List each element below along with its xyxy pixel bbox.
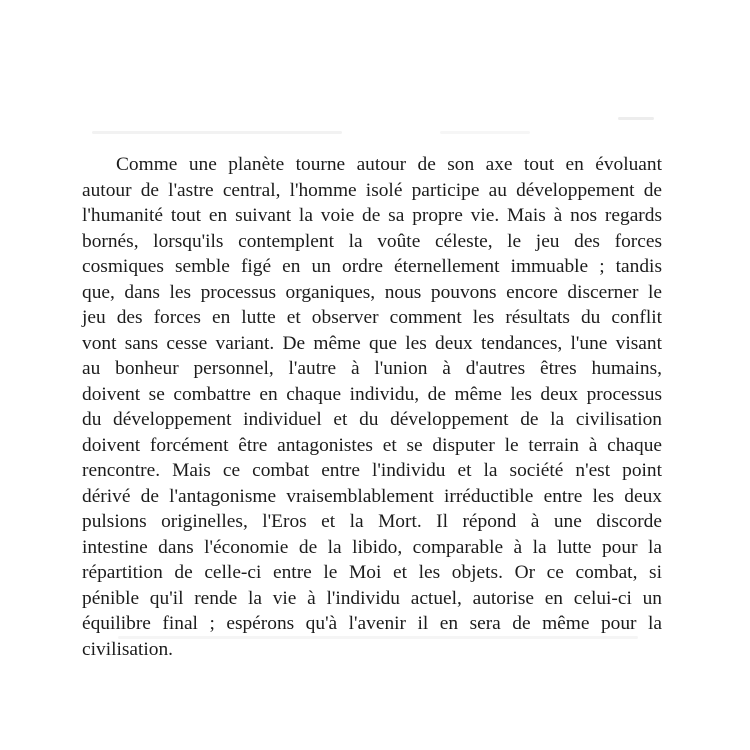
- text-line: autour de l'astre central, l'homme isolé participe au développement de: [82, 179, 662, 201]
- text-line: équilibre final ; espérons qu'à l'avenir il en sera de même pour la: [82, 613, 662, 634]
- text-line: au bonheur personnel, l'autre à l'union à d'autres êtres humains,: [82, 358, 662, 379]
- show-through-top-line: [92, 131, 342, 134]
- show-through-top-line-2: [440, 131, 530, 134]
- text-line: intestine dans l'économie de la libido, comparable à la lutte pour la: [82, 536, 662, 558]
- text-line: pulsions originelles, l'Eros et la Mort. Il répond à une discorde: [82, 511, 662, 532]
- text-line: bornés, lorsqu'ils contemplent la voûte céleste, le jeu des forces: [82, 230, 662, 252]
- body-paragraph: [82, 152, 662, 662]
- text-line: jeu des forces en lutte et observer comment les résultats du conflit: [82, 307, 662, 328]
- text-line: dérivé de l'antagonisme vraisemblablement irréductible entre les deux: [82, 485, 662, 507]
- text-line: vont sans cesse variant. De même que les deux tendances, l'une visant: [82, 332, 662, 354]
- text-line: doivent se combattre en chaque individu, de même les deux processus: [82, 383, 662, 405]
- text-line: civilisation.: [82, 638, 174, 660]
- text-line: doivent forcément être antagonistes et se disputer le terrain à chaque: [82, 434, 662, 456]
- text-line: que, dans les processus organiques, nous pouvons encore discerner le: [82, 281, 662, 303]
- text-line: rencontre. Mais ce combat entre l'individu et la société n'est point: [82, 460, 662, 481]
- show-through-top-right: [618, 117, 654, 120]
- text-line: pénible qu'il rende la vie à l'individu actuel, autorise en celui-ci un: [82, 587, 662, 609]
- text-line: cosmiques semble figé en un ordre éternellement immuable ; tandis: [82, 256, 662, 277]
- text-line: répartition de celle-ci entre le Moi et les objets. Or ce combat, si: [82, 562, 662, 583]
- text-line: l'humanité tout en suivant la voie de sa propre vie. Mais à nos regards: [82, 205, 662, 226]
- text-line: Comme une planète tourne autour de son axe tout en évoluant: [116, 154, 662, 175]
- text-line: du développement individuel et du développement de la civilisation: [82, 409, 662, 430]
